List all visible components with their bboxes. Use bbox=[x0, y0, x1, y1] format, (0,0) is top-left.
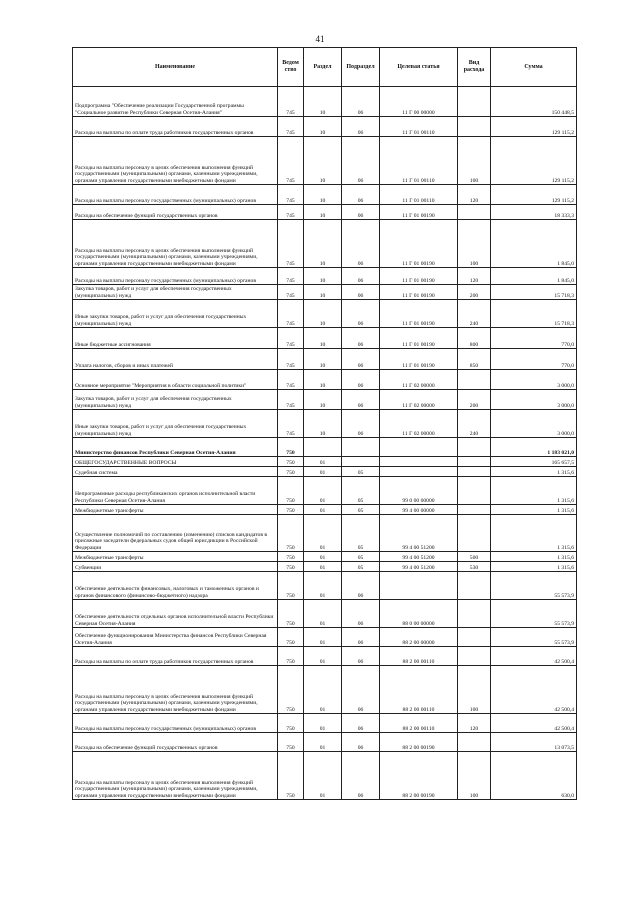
cell-subsection: 06 bbox=[342, 714, 380, 733]
cell-target-item: 88 2 00 00190 bbox=[380, 752, 458, 800]
cell-name: Расходы на выплаты персоналу в целях обеспечения выполнения функций государственными (муниципальными) органами, казенными учреждениями, органами управления государственными внебюджетными фондами bbox=[73, 220, 278, 268]
cell-department: 750 bbox=[278, 562, 304, 572]
cell-subsection: 06 bbox=[342, 205, 380, 220]
cell-subsection: 05 bbox=[342, 562, 380, 572]
cell-section: 01 bbox=[304, 505, 342, 515]
cell-section: 01 bbox=[304, 714, 342, 733]
cell-target-item: 88 2 00 00110 bbox=[380, 647, 458, 666]
cell-department: 745 bbox=[278, 87, 304, 117]
cell-department: 750 bbox=[278, 666, 304, 714]
cell-department: 745 bbox=[278, 390, 304, 410]
table-row bbox=[73, 370, 577, 390]
cell-section: 01 bbox=[304, 457, 342, 467]
cell-target-item: 11 Г 01 00110 bbox=[380, 185, 458, 205]
cell-subsection: 06 bbox=[342, 666, 380, 714]
cell-target-item: 88 2 00 00110 bbox=[380, 714, 458, 733]
cell-name: Расходы на выплаты по оплате труда работников государственных органов bbox=[73, 647, 278, 666]
cell-subsection: 06 bbox=[342, 285, 380, 300]
cell-department: 745 bbox=[278, 300, 304, 328]
cell-amount: 1 315,6 bbox=[491, 505, 577, 515]
header-amount: Сумма bbox=[491, 48, 577, 87]
cell-department: 750 bbox=[278, 733, 304, 752]
cell-department: 750 bbox=[278, 457, 304, 467]
page-number: 41 bbox=[315, 34, 325, 44]
cell-subsection: 06 bbox=[342, 87, 380, 117]
cell-section: 10 bbox=[304, 220, 342, 268]
cell-expense-type bbox=[458, 205, 491, 220]
cell-expense-type bbox=[458, 572, 491, 600]
header-name: Наименование bbox=[73, 48, 278, 87]
cell-section: 01 bbox=[304, 552, 342, 562]
table-row bbox=[73, 647, 577, 666]
cell-target-item: 99 4 00 51200 bbox=[380, 515, 458, 552]
cell-amount: 770,0 bbox=[491, 349, 577, 370]
cell-target-item: 11 Г 01 00190 bbox=[380, 220, 458, 268]
cell-expense-type bbox=[458, 628, 491, 647]
cell-subsection bbox=[342, 457, 380, 467]
cell-department: 745 bbox=[278, 220, 304, 268]
cell-target-item: 11 Г 01 00110 bbox=[380, 137, 458, 185]
cell-department: 745 bbox=[278, 328, 304, 349]
cell-expense-type: 100 bbox=[458, 220, 491, 268]
table-row bbox=[73, 349, 577, 370]
cell-amount: 1 845,0 bbox=[491, 268, 577, 285]
cell-expense-type: 200 bbox=[458, 285, 491, 300]
cell-target-item: 11 Г 02 00000 bbox=[380, 410, 458, 438]
table-row bbox=[73, 285, 577, 300]
table-row bbox=[73, 410, 577, 438]
cell-target-item: 11 Г 01 00190 bbox=[380, 349, 458, 370]
cell-expense-type: 200 bbox=[458, 390, 491, 410]
cell-subsection: 06 bbox=[342, 647, 380, 666]
cell-section: 10 bbox=[304, 205, 342, 220]
cell-subsection: 06 bbox=[342, 628, 380, 647]
cell-amount: 3 000,0 bbox=[491, 410, 577, 438]
cell-expense-type bbox=[458, 87, 491, 117]
cell-department: 750 bbox=[278, 572, 304, 600]
cell-name: Непрограммные расходы республиканских органов исполнительной власти Республики Северная Осетия-Алания bbox=[73, 477, 278, 505]
cell-section: 01 bbox=[304, 666, 342, 714]
cell-expense-type bbox=[458, 477, 491, 505]
cell-section: 10 bbox=[304, 285, 342, 300]
cell-name: Расходы на выплаты по оплате труда работников государственных органов bbox=[73, 117, 278, 137]
cell-amount: 18 333,3 bbox=[491, 205, 577, 220]
cell-subsection: 05 bbox=[342, 505, 380, 515]
cell-expense-type bbox=[458, 600, 491, 628]
cell-target-item: 11 Г 01 00110 bbox=[380, 117, 458, 137]
cell-department: 750 bbox=[278, 515, 304, 552]
cell-target-item: 99 4 00 51200 bbox=[380, 562, 458, 572]
cell-target-item bbox=[380, 457, 458, 467]
cell-section: 01 bbox=[304, 647, 342, 666]
table-row bbox=[73, 572, 577, 600]
cell-expense-type: 100 bbox=[458, 137, 491, 185]
cell-subsection: 05 bbox=[342, 552, 380, 562]
cell-amount: 1 315,6 bbox=[491, 477, 577, 505]
cell-section: 10 bbox=[304, 410, 342, 438]
cell-department: 745 bbox=[278, 285, 304, 300]
cell-department: 745 bbox=[278, 268, 304, 285]
table-row bbox=[73, 666, 577, 714]
cell-section: 10 bbox=[304, 185, 342, 205]
cell-expense-type bbox=[458, 647, 491, 666]
cell-department: 745 bbox=[278, 117, 304, 137]
cell-subsection: 06 bbox=[342, 137, 380, 185]
cell-department: 745 bbox=[278, 349, 304, 370]
cell-amount: 129 115,2 bbox=[491, 185, 577, 205]
cell-expense-type bbox=[458, 515, 491, 552]
cell-section: 01 bbox=[304, 467, 342, 477]
cell-name: Осуществление полномочий по составлению (изменению) списков кандидатов в присяжные заседатели федеральных судов общей юрисдикции в Российской Федерации bbox=[73, 515, 278, 552]
cell-expense-type bbox=[458, 505, 491, 515]
cell-name: Обеспечение деятельности финансовых, налоговых и таможенных органов и органов финансового (финансово-бюджетного) надзора bbox=[73, 572, 278, 600]
cell-amount: 1 315,6 bbox=[491, 562, 577, 572]
cell-target-item: 88 2 00 00110 bbox=[380, 666, 458, 714]
cell-expense-type bbox=[458, 117, 491, 137]
cell-name: Подпрограмма "Обеспечение реализации Государственной программы "Социальное развитие Республики Северная Осетия-Алания" bbox=[73, 87, 278, 117]
cell-subsection: 06 bbox=[342, 300, 380, 328]
table-row bbox=[73, 552, 577, 562]
header-subsection: Подраздел bbox=[342, 48, 380, 87]
cell-department: 745 bbox=[278, 137, 304, 185]
cell-subsection: 06 bbox=[342, 733, 380, 752]
cell-amount: 42 500,4 bbox=[491, 714, 577, 733]
cell-target-item: 11 Г 02 00000 bbox=[380, 370, 458, 390]
cell-department: 750 bbox=[278, 628, 304, 647]
cell-target-item: 99 0 00 00000 bbox=[380, 477, 458, 505]
cell-department: 750 bbox=[278, 438, 304, 457]
cell-section: 10 bbox=[304, 349, 342, 370]
cell-department: 745 bbox=[278, 370, 304, 390]
cell-section: 10 bbox=[304, 268, 342, 285]
cell-target-item: 11 Г 01 00190 bbox=[380, 205, 458, 220]
cell-subsection: 06 bbox=[342, 349, 380, 370]
cell-subsection: 06 bbox=[342, 752, 380, 800]
cell-name: Расходы на обеспечение функций государственных органов bbox=[73, 205, 278, 220]
cell-amount: 42 500,4 bbox=[491, 647, 577, 666]
table-row bbox=[73, 328, 577, 349]
table-body bbox=[73, 87, 577, 800]
cell-section: 10 bbox=[304, 137, 342, 185]
cell-name: Министерство финансов Республики Северная Осетия-Алания bbox=[73, 438, 278, 457]
budget-table bbox=[72, 47, 577, 800]
cell-amount: 129 115,2 bbox=[491, 137, 577, 185]
cell-department: 750 bbox=[278, 647, 304, 666]
cell-name: Иные закупки товаров, работ и услуг для обеспечения государственных (муниципальных) нужд bbox=[73, 300, 278, 328]
table-header-row bbox=[73, 48, 577, 87]
cell-subsection: 06 bbox=[342, 117, 380, 137]
cell-expense-type: 500 bbox=[458, 552, 491, 562]
cell-amount: 3 000,0 bbox=[491, 370, 577, 390]
cell-expense-type bbox=[458, 370, 491, 390]
cell-amount: 13 073,5 bbox=[491, 733, 577, 752]
cell-amount: 15 718,3 bbox=[491, 285, 577, 300]
cell-section: 01 bbox=[304, 515, 342, 552]
table-row bbox=[73, 752, 577, 800]
table-row bbox=[73, 205, 577, 220]
cell-section: 01 bbox=[304, 733, 342, 752]
cell-section: 10 bbox=[304, 117, 342, 137]
cell-target-item: 99 4 00 51200 bbox=[380, 552, 458, 562]
cell-target-item bbox=[380, 572, 458, 600]
cell-department: 750 bbox=[278, 752, 304, 800]
cell-name: Основное мероприятие "Мероприятия в области социальной политики" bbox=[73, 370, 278, 390]
cell-expense-type: 100 bbox=[458, 666, 491, 714]
cell-department: 750 bbox=[278, 505, 304, 515]
cell-section: 10 bbox=[304, 390, 342, 410]
cell-subsection: 05 bbox=[342, 467, 380, 477]
cell-amount: 1 845,0 bbox=[491, 220, 577, 268]
table-row bbox=[73, 268, 577, 285]
cell-amount: 15 718,3 bbox=[491, 300, 577, 328]
cell-expense-type bbox=[458, 733, 491, 752]
cell-department: 750 bbox=[278, 714, 304, 733]
cell-amount: 3 000,0 bbox=[491, 390, 577, 410]
cell-name: Уплата налогов, сборов и иных платежей bbox=[73, 349, 278, 370]
table-row bbox=[73, 505, 577, 515]
cell-subsection: 06 bbox=[342, 410, 380, 438]
header-expense-type: Вид расхода bbox=[458, 48, 491, 87]
cell-name: Расходы на выплаты персоналу в целях обеспечения выполнения функций государственными (муниципальными) органами, казенными учреждениями, органами управления государственными внебюджетными фондами bbox=[73, 666, 278, 714]
cell-name: Расходы на выплаты персоналу государственных (муниципальных) органов bbox=[73, 714, 278, 733]
cell-name: Межбюджетные трансферты bbox=[73, 552, 278, 562]
table-row bbox=[73, 117, 577, 137]
cell-subsection: 06 bbox=[342, 185, 380, 205]
cell-amount: 630,0 bbox=[491, 752, 577, 800]
cell-name: Иные закупки товаров, работ и услуг для обеспечения государственных (муниципальных) нужд bbox=[73, 410, 278, 438]
table-row bbox=[73, 733, 577, 752]
header-target-item: Целевая статья bbox=[380, 48, 458, 87]
header-department: Ведом ство bbox=[278, 48, 304, 87]
cell-target-item bbox=[380, 467, 458, 477]
cell-name: Судебная система bbox=[73, 467, 278, 477]
cell-expense-type: 850 bbox=[458, 349, 491, 370]
cell-subsection: 06 bbox=[342, 572, 380, 600]
cell-section: 01 bbox=[304, 572, 342, 600]
cell-amount: 150 448,5 bbox=[491, 87, 577, 117]
cell-amount: 1 315,6 bbox=[491, 552, 577, 562]
table-row bbox=[73, 185, 577, 205]
cell-name: Расходы на обеспечение функций государственных органов bbox=[73, 733, 278, 752]
table-row bbox=[73, 562, 577, 572]
cell-name: Субвенции bbox=[73, 562, 278, 572]
cell-amount: 55 573,9 bbox=[491, 600, 577, 628]
cell-section: 10 bbox=[304, 300, 342, 328]
table-row bbox=[73, 300, 577, 328]
cell-subsection: 05 bbox=[342, 477, 380, 505]
cell-amount: 1 183 021,0 bbox=[491, 438, 577, 457]
cell-expense-type bbox=[458, 438, 491, 457]
cell-section: 10 bbox=[304, 87, 342, 117]
table-row bbox=[73, 438, 577, 457]
cell-department: 750 bbox=[278, 552, 304, 562]
cell-amount: 42 500,4 bbox=[491, 666, 577, 714]
cell-expense-type bbox=[458, 457, 491, 467]
cell-section: 10 bbox=[304, 328, 342, 349]
cell-amount: 1 315,6 bbox=[491, 515, 577, 552]
header-section: Раздел bbox=[304, 48, 342, 87]
cell-section: 01 bbox=[304, 752, 342, 800]
cell-target-item: 88 2 00 00000 bbox=[380, 628, 458, 647]
cell-subsection bbox=[342, 438, 380, 457]
cell-amount: 129 115,2 bbox=[491, 117, 577, 137]
cell-target-item: 88 0 00 00000 bbox=[380, 600, 458, 628]
cell-section: 01 bbox=[304, 628, 342, 647]
table-row bbox=[73, 515, 577, 552]
table-row bbox=[73, 600, 577, 628]
cell-name: Иные бюджетные ассигнования bbox=[73, 328, 278, 349]
cell-expense-type: 530 bbox=[458, 562, 491, 572]
cell-name: Расходы на выплаты персоналу государственных (муниципальных) органов bbox=[73, 185, 278, 205]
table-row bbox=[73, 457, 577, 467]
cell-department: 750 bbox=[278, 477, 304, 505]
cell-target-item: 88 2 00 00190 bbox=[380, 733, 458, 752]
cell-amount: 770,0 bbox=[491, 328, 577, 349]
cell-subsection: 06 bbox=[342, 268, 380, 285]
cell-section: 10 bbox=[304, 370, 342, 390]
cell-expense-type bbox=[458, 467, 491, 477]
cell-subsection: 06 bbox=[342, 328, 380, 349]
cell-subsection: 06 bbox=[342, 370, 380, 390]
cell-expense-type: 800 bbox=[458, 328, 491, 349]
cell-department: 750 bbox=[278, 600, 304, 628]
cell-name: Расходы на выплаты персоналу в целях обеспечения выполнения функций государственными (муниципальными) органами, казенными учреждениями, органами управления государственными внебюджетными фондами bbox=[73, 137, 278, 185]
cell-target-item: 99 4 00 00000 bbox=[380, 505, 458, 515]
table-row bbox=[73, 137, 577, 185]
cell-name: Закупка товаров, работ и услуг для обеспечения государственных (муниципальных) нужд bbox=[73, 390, 278, 410]
table-row bbox=[73, 467, 577, 477]
cell-name: Расходы на выплаты персоналу государственных (муниципальных) органов bbox=[73, 268, 278, 285]
cell-amount: 55 573,9 bbox=[491, 572, 577, 600]
cell-expense-type: 240 bbox=[458, 300, 491, 328]
cell-section: 01 bbox=[304, 477, 342, 505]
cell-section: 01 bbox=[304, 600, 342, 628]
cell-department: 745 bbox=[278, 205, 304, 220]
cell-target-item: 11 Г 01 00190 bbox=[380, 300, 458, 328]
table-row bbox=[73, 390, 577, 410]
cell-target-item: 11 Г 00 00000 bbox=[380, 87, 458, 117]
cell-target-item: 11 Г 01 00190 bbox=[380, 285, 458, 300]
cell-expense-type: 120 bbox=[458, 714, 491, 733]
cell-section bbox=[304, 438, 342, 457]
table-row bbox=[73, 477, 577, 505]
cell-expense-type: 240 bbox=[458, 410, 491, 438]
cell-target-item bbox=[380, 438, 458, 457]
cell-subsection: 06 bbox=[342, 220, 380, 268]
table-row bbox=[73, 714, 577, 733]
cell-subsection: 06 bbox=[342, 390, 380, 410]
cell-amount: 165 657,5 bbox=[491, 457, 577, 467]
cell-subsection: 05 bbox=[342, 515, 380, 552]
cell-name: Закупка товаров, работ и услуг для обеспечения государственных (муниципальных) нужд bbox=[73, 285, 278, 300]
cell-subsection: 06 bbox=[342, 600, 380, 628]
cell-target-item: 11 Г 02 00000 bbox=[380, 390, 458, 410]
cell-target-item: 11 Г 01 00190 bbox=[380, 328, 458, 349]
table-row bbox=[73, 220, 577, 268]
cell-section: 01 bbox=[304, 562, 342, 572]
cell-amount: 1 315,6 bbox=[491, 467, 577, 477]
cell-amount: 55 573,9 bbox=[491, 628, 577, 647]
cell-name: ОБЩЕГОСУДАРСТВЕННЫЕ ВОПРОСЫ bbox=[73, 457, 278, 467]
cell-name: Расходы на выплаты персоналу в целях обеспечения выполнения функций государственными (муниципальными) органами, казенными учреждениями, органами управления государственными внебюджетными фондами bbox=[73, 752, 278, 800]
cell-name: Межбюджетные трансферты bbox=[73, 505, 278, 515]
table-row bbox=[73, 628, 577, 647]
cell-name: Обеспечение деятельности отдельных органов исполнительной власти Республики Северная Осетия-Алания bbox=[73, 600, 278, 628]
cell-expense-type: 120 bbox=[458, 268, 491, 285]
cell-department: 745 bbox=[278, 410, 304, 438]
cell-expense-type: 100 bbox=[458, 752, 491, 800]
cell-department: 745 bbox=[278, 185, 304, 205]
cell-expense-type: 120 bbox=[458, 185, 491, 205]
cell-department: 750 bbox=[278, 467, 304, 477]
table-row bbox=[73, 87, 577, 117]
cell-name: Обеспечение функционирования Министерства финансов Республики Северная Осетия-Алания bbox=[73, 628, 278, 647]
cell-target-item: 11 Г 01 00190 bbox=[380, 268, 458, 285]
